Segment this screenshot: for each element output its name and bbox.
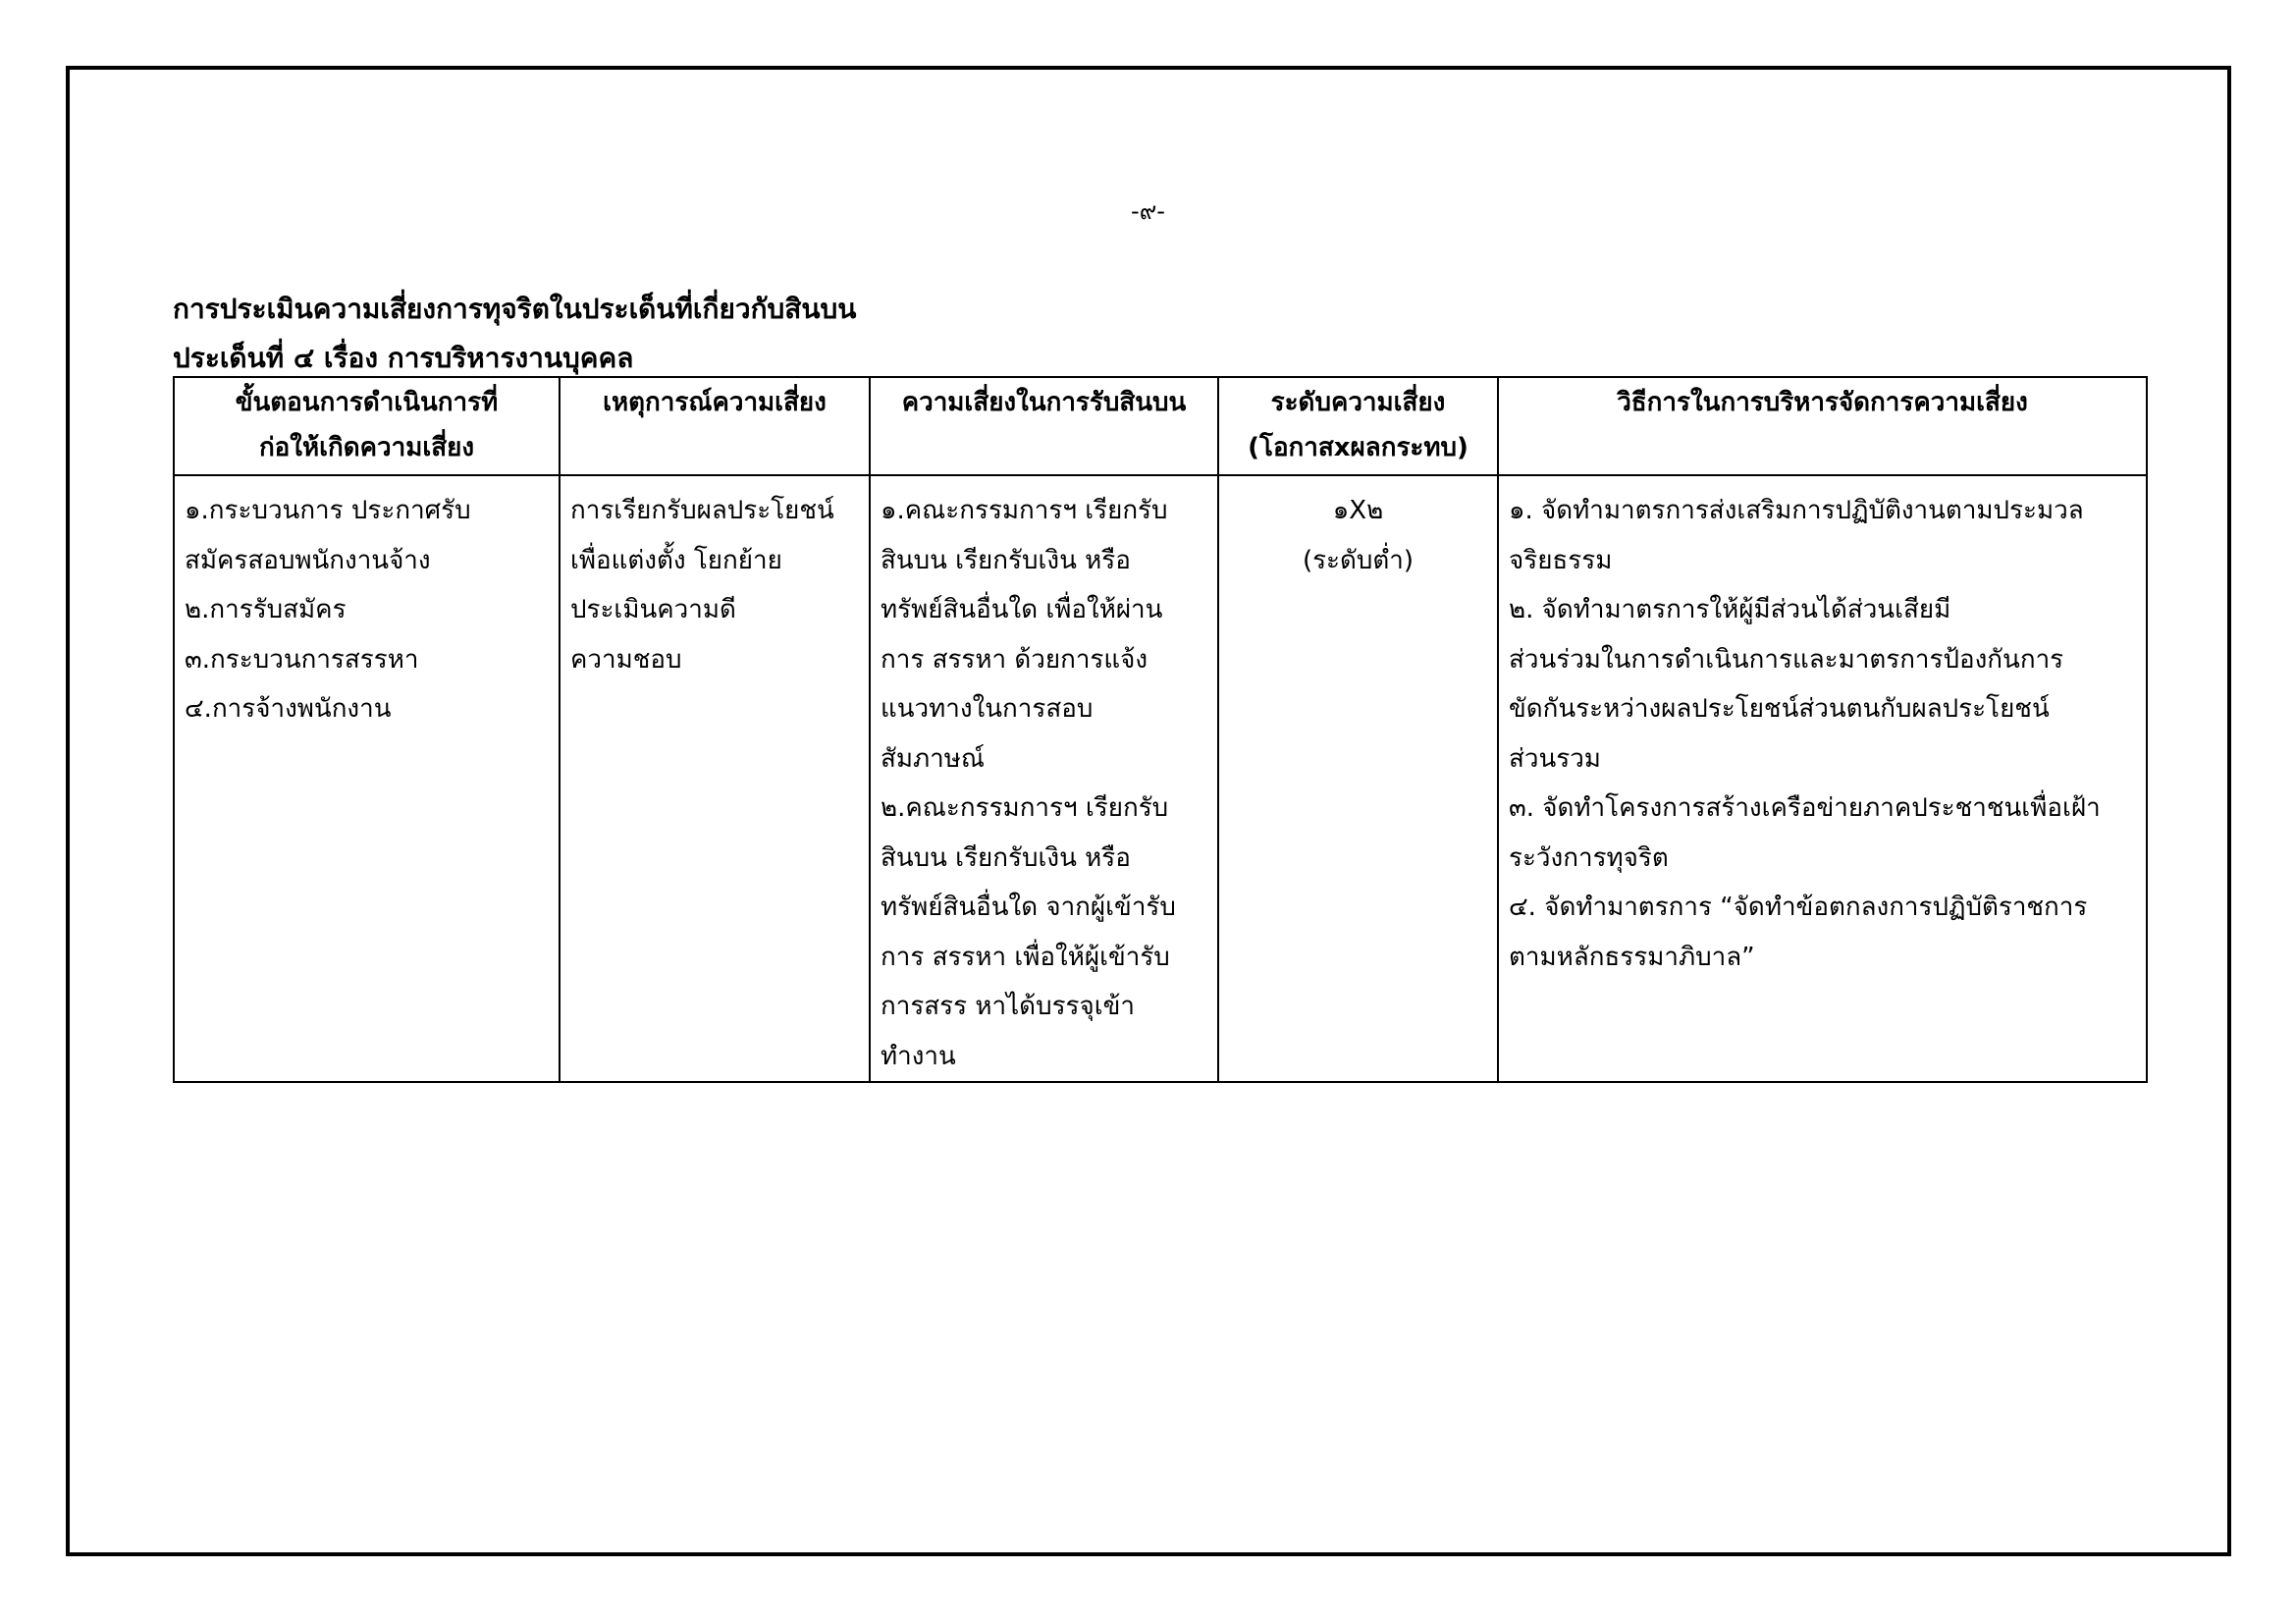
events-cell [560, 475, 870, 1082]
header-management-methods [1498, 377, 2147, 475]
steps-cell [174, 475, 560, 1082]
list-item: ระวังการทุจริต [1509, 842, 1669, 873]
list-item: การ สรรหา ด้วยการแจ้ง [881, 644, 1148, 675]
list-item: ๒.การรับสมัคร [185, 595, 347, 624]
list-item: ๓.กระบวนการสรรหา [185, 644, 419, 675]
table-header-row [174, 377, 2147, 475]
list-item: ตามหลักธรรมาภิบาล” [1509, 942, 1755, 972]
list-item: ทรัพย์สินอื่นใด เพื่อให้ผ่าน [881, 595, 1163, 624]
bribery-risks-cell [870, 475, 1218, 1082]
risk-assessment-table [173, 376, 2148, 1083]
list-item: สินบน เรียกรับเงิน หรือ [881, 545, 1131, 575]
table-row [174, 475, 2147, 1082]
risk-level-label: (ระดับต่ำ) [1302, 545, 1415, 575]
list-item: ๔. จัดทำมาตรการ “จัดทำข้อตกลงการปฏิบัติราชการ [1509, 893, 2088, 922]
list-item: การ สรรหา เพื่อให้ผู้เข้ารับ [881, 942, 1170, 972]
management-methods-cell [1498, 475, 2147, 1082]
list-item: ๓. จัดทำโครงการสร้างเครือข่ายภาคประชาชนเพื่อเฝ้า [1509, 793, 2101, 823]
list-item: จริยธรรม [1509, 545, 1613, 575]
list-item: ๒. จัดทำมาตรการให้ผู้มีส่วนได้ส่วนเสียมี [1509, 595, 1951, 624]
risk-level-value: ๑X๒ [1332, 496, 1384, 525]
header-events-line1: เหตุการณ์ความเสี่ยง [603, 388, 827, 417]
header-steps [174, 377, 560, 475]
list-item: สินบน เรียกรับเงิน หรือ [881, 842, 1131, 873]
list-item: สัมภาษณ์ [881, 743, 986, 774]
list-item: ๑.กระบวนการ ประกาศรับ [185, 496, 471, 525]
page-number: -๙- [1131, 197, 1165, 225]
list-item: ความชอบ [570, 644, 682, 675]
header-management-methods-line1: วิธีการในการบริหารจัดการความเสี่ยง [1617, 388, 2028, 417]
header-risk-level-line1: ระดับความเสี่ยง [1270, 388, 1446, 417]
list-item: สมัครสอบพนักงานจ้าง [185, 545, 431, 575]
list-item: ส่วนรวม [1509, 743, 1601, 774]
header-bribery-risks-line1: ความเสี่ยงในการรับสินบน [901, 388, 1187, 417]
list-item: ๒.คณะกรรมการฯ เรียกรับ [881, 793, 1169, 823]
list-item: ส่วนร่วมในการดำเนินการและมาตรการป้องกันการ [1509, 644, 2064, 675]
list-item: ทำงาน [881, 1041, 956, 1071]
header-risk-level [1218, 377, 1498, 475]
list-item: ทรัพย์สินอื่นใด จากผู้เข้ารับ [881, 893, 1176, 922]
document-title: การประเมินความเสี่ยงการทุจริตในประเด็นที่เกี่ยวกับสินบน [173, 293, 857, 325]
risk-level-cell [1218, 475, 1498, 1082]
list-item: แนวทางในการสอบ [881, 694, 1094, 724]
document-subtitle: ประเด็นที่ ๔ เรื่อง การบริหารงานบุคคล [173, 342, 634, 374]
list-item: เพื่อแต่งตั้ง โยกย้าย [570, 545, 782, 575]
list-item: การสรร หาได้บรรจุเข้า [881, 992, 1135, 1021]
header-risk-level-line2: (โอกาสxผลกระทบ) [1248, 433, 1468, 462]
list-item: ๑.คณะกรรมการฯ เรียกรับ [881, 496, 1168, 525]
header-events [560, 377, 870, 475]
header-bribery-risks [870, 377, 1218, 475]
header-steps-line1: ขั้นตอนการดำเนินการที่ [235, 388, 499, 417]
header-steps-line2: ก่อให้เกิดความเสี่ยง [258, 433, 475, 462]
list-item: ประเมินความดี [570, 595, 736, 624]
list-item: ๑. จัดทำมาตรการส่งเสริมการปฏิบัติงานตามประมวล [1509, 496, 2084, 525]
list-item: ขัดกันระหว่างผลประโยชน์ส่วนตนกับผลประโยชน์ [1509, 694, 2050, 724]
list-item: การเรียกรับผลประโยชน์ [570, 496, 834, 525]
list-item: ๔.การจ้างพนักงาน [185, 694, 392, 724]
